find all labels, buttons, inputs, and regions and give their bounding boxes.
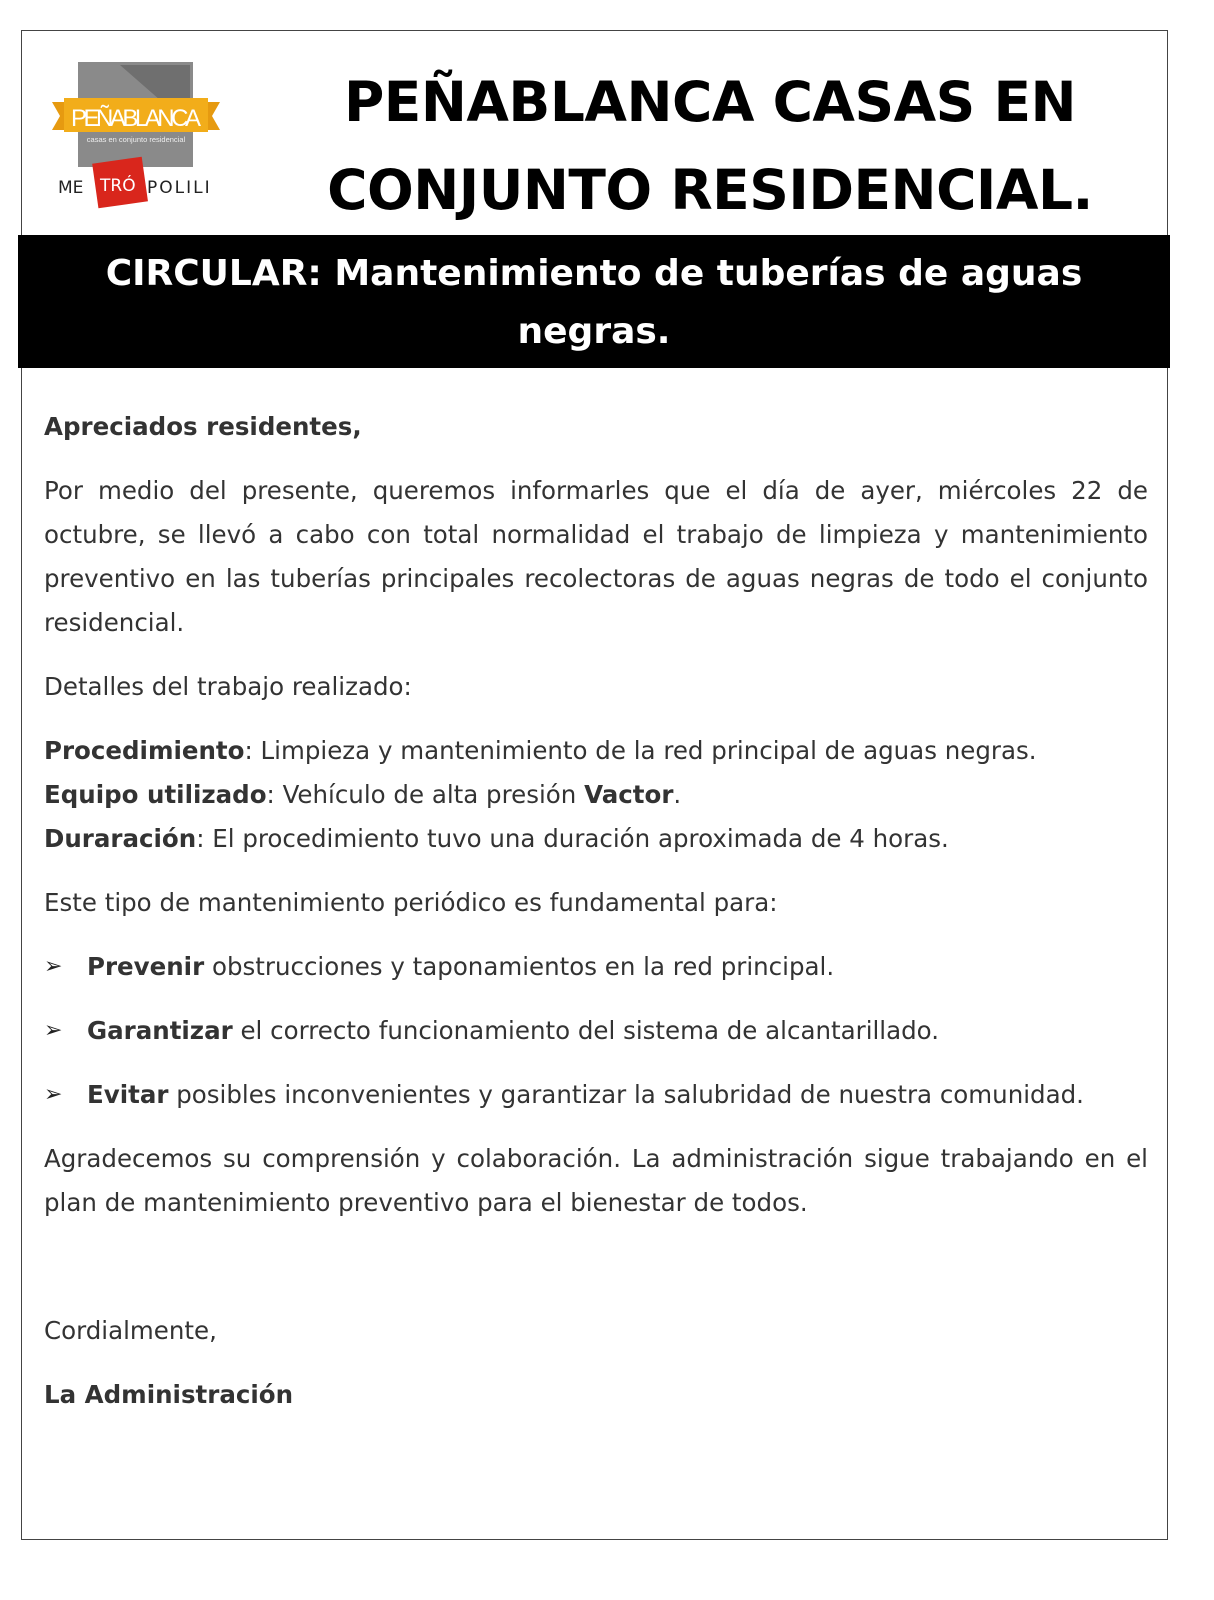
- purpose-heading: Este tipo de mantenimiento periódico es fundamental para:: [44, 888, 778, 917]
- details-heading: Detalles del trabajo realizado:: [44, 672, 412, 701]
- signoff: Cordialmente,: [44, 1316, 217, 1345]
- list-item: ➢ Garantizar el correcto funcionamiento del sistema de alcantarillado.: [44, 1009, 1148, 1053]
- svg-text:POLILI: POLILI: [147, 178, 212, 198]
- signature: La Administración: [44, 1380, 294, 1409]
- company-logo: [50, 60, 222, 215]
- svg-text:PEÑABLANCA: PEÑABLANCA: [71, 105, 201, 132]
- arrow-bullet-icon: ➢: [44, 1082, 63, 1107]
- detail-equipment: Equipo utilizado: Vehículo de alta presión Vactor.: [44, 780, 682, 809]
- details-list: [44, 729, 1148, 861]
- greeting: Apreciados residentes,: [44, 412, 362, 441]
- list-item: ➢ Prevenir obstrucciones y taponamientos en la red principal.: [44, 945, 1148, 989]
- circular-body: [44, 405, 1148, 1437]
- intro-paragraph: Por medio del presente, queremos informarles que el día de ayer, miércoles 22 de octubre, se llevó a cabo con total normalidad el trabajo de limpieza y mantenimiento preventivo en las tuberías principales recolectoras de aguas negras de todo el conjunto residencial.: [44, 476, 1148, 637]
- svg-text:ME: ME: [58, 178, 84, 198]
- detail-duration: Duraración: El procedimiento tuvo una duración aproximada de 4 horas.: [44, 824, 949, 853]
- arrow-bullet-icon: ➢: [44, 954, 63, 979]
- circular-banner: CIRCULAR: Mantenimiento de tuberías de aguas negras.: [18, 235, 1170, 368]
- svg-text:TRÓ: TRÓ: [100, 176, 136, 196]
- arrow-bullet-icon: ➢: [44, 1018, 63, 1043]
- closing-paragraph: Agradecemos su comprensión y colaboración. La administración sigue trabajando en el plan de mantenimiento preventivo para el bienestar de todos.: [44, 1144, 1148, 1217]
- page-title: PEÑABLANCA CASAS EN CONJUNTO RESIDENCIAL.: [327, 70, 1093, 222]
- list-item: ➢ Evitar posibles inconvenientes y garantizar la salubridad de nuestra comunidad.: [44, 1073, 1148, 1117]
- detail-procedure: Procedimiento: Limpieza y mantenimiento de la red principal de aguas negras.: [44, 736, 1037, 765]
- svg-text:casas en conjunto residencial: casas en conjunto residencial: [86, 135, 186, 144]
